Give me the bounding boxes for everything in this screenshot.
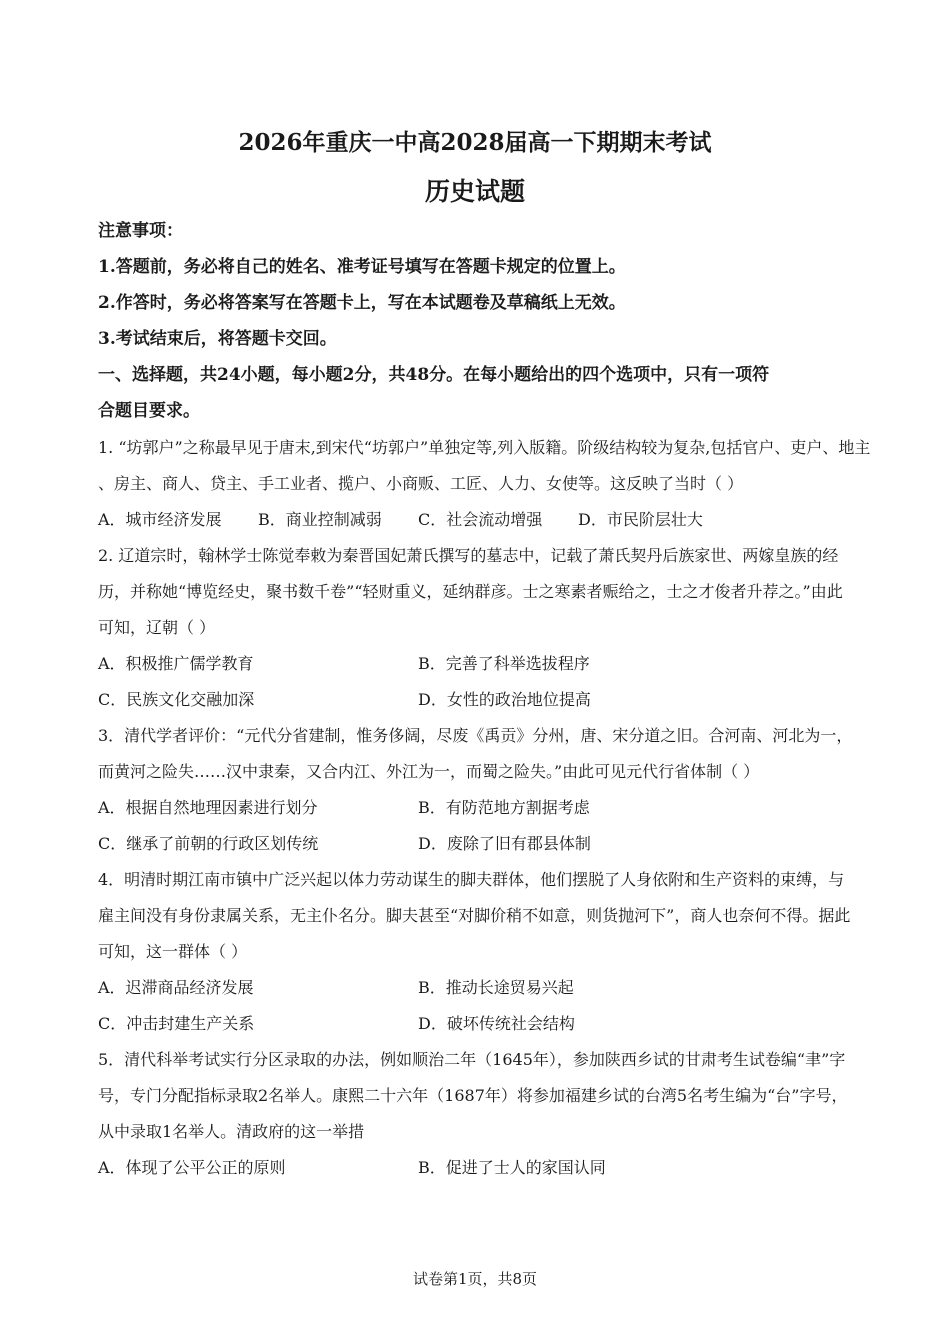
question-5-option-b[interactable]: B．促进了士人的家国认同 bbox=[418, 1158, 606, 1177]
question-2-option-a[interactable]: A．积极推广儒学教育 bbox=[98, 654, 254, 673]
question-5-option-a[interactable]: A．体现了公平公正的原则 bbox=[98, 1158, 286, 1177]
question-5-line-1: 5．清代科举考试实行分区录取的办法，例如顺治二年（1645年），参加陕西乡试的甘肃考生试卷编“聿”字 bbox=[98, 1050, 846, 1069]
question-3-line-2: 而黄河之险失……汉中隶秦，又合内江、外江为一，而蜀之险失。”由此可见元代行省体制（ ） bbox=[98, 762, 760, 781]
question-2-line-3: 可知，辽朝（ ） bbox=[98, 618, 216, 637]
section-instruction: 一、选择题，共24小题，每小题2分，共48分。在每小题给出的四个选项中，只有一项符 bbox=[98, 365, 770, 385]
section-instruction-cont: 合题目要求。 bbox=[98, 401, 200, 421]
question-1-option-c[interactable]: C．社会流动增强 bbox=[418, 510, 543, 529]
question-1-option-a[interactable]: A．城市经济发展 bbox=[98, 510, 222, 529]
question-4-option-a[interactable]: A．迟滞商品经济发展 bbox=[98, 978, 254, 997]
notice-heading: 注意事项： bbox=[98, 221, 183, 241]
exam-subtitle: 历史试题 bbox=[424, 177, 525, 206]
question-5-line-3: 从中录取1名举人。清政府的这一举措 bbox=[98, 1122, 365, 1141]
question-1-option-b[interactable]: B．商业控制减弱 bbox=[258, 510, 382, 529]
question-4-line-1: 4．明清时期江南市镇中广泛兴起以体力劳动谋生的脚夫群体，他们摆脱了人身依附和生产资料的束缚，与 bbox=[98, 870, 845, 889]
question-1-line-1: 1. “坊郭户”之称最早见于唐末,到宋代“坊郭户”单独定等,列入版籍。阶级结构较为复杂,包括官户、吏户、地主 bbox=[98, 438, 871, 457]
question-2-line-1: 2. 辽道宗时，翰林学士陈觉奉敕为秦晋国妃萧氏撰写的墓志中，记载了萧氏契丹后族家世、两嫁皇族的经 bbox=[98, 546, 839, 565]
question-4-option-b[interactable]: B．推动长途贸易兴起 bbox=[418, 978, 574, 997]
question-1-option-d[interactable]: D．市民阶层壮大 bbox=[578, 510, 703, 529]
page-footer: 试卷第1页，共8页 bbox=[412, 1270, 538, 1288]
question-2-option-c[interactable]: C．民族文化交融加深 bbox=[98, 690, 255, 709]
notice-item-2: 2.作答时，务必将答案写在答题卡上，写在本试题卷及草稿纸上无效。 bbox=[98, 293, 626, 313]
question-2-option-b[interactable]: B．完善了科举选拔程序 bbox=[418, 654, 590, 673]
notice-item-3: 3.考试结束后，将答题卡交回。 bbox=[98, 329, 337, 349]
question-5-line-2: 号，专门分配指标录取2名举人。康熙二十六年（1687年）将参加福建乡试的台湾5名考生编为“台”字号， bbox=[98, 1086, 848, 1105]
question-3-option-b[interactable]: B．有防范地方割据考虑 bbox=[418, 798, 590, 817]
question-2-option-d[interactable]: D．女性的政治地位提高 bbox=[418, 690, 591, 709]
question-4-option-d[interactable]: D．破坏传统社会结构 bbox=[418, 1014, 575, 1033]
question-4-line-3: 可知，这一群体（ ） bbox=[98, 942, 248, 961]
question-3-option-c[interactable]: C．继承了前朝的行政区划传统 bbox=[98, 834, 319, 853]
question-3-line-1: 3．清代学者评价：“元代分省建制，惟务侈阔，尽废《禹贡》分州，唐、宋分道之旧。合河南、河北为一， bbox=[98, 726, 853, 745]
question-3-option-a[interactable]: A．根据自然地理因素进行划分 bbox=[98, 798, 318, 817]
question-4-line-2: 雇主间没有身份隶属关系，无主仆名分。脚夫甚至“对脚价稍不如意，则货抛河下”，商人也奈何不得。据此 bbox=[98, 906, 851, 925]
question-4-option-c[interactable]: C．冲击封建生产关系 bbox=[98, 1014, 255, 1033]
notice-item-1: 1.答题前，务必将自己的姓名、准考证号填写在答题卡规定的位置上。 bbox=[98, 257, 626, 277]
question-3-option-d[interactable]: D．废除了旧有郡县体制 bbox=[418, 834, 591, 853]
question-1-line-2: 、房主、商人、贷主、手工业者、揽户、小商贩、工匠、人力、女使等。这反映了当时（ ） bbox=[98, 474, 744, 493]
exam-title: 2026年重庆一中高2028届高一下期期末考试 bbox=[238, 129, 712, 156]
question-2-line-2: 历，并称她“博览经史，聚书数千卷”“轻财重义，延纳群彦。士之寒素者赈给之，士之才俊者升荐之。”由此 bbox=[98, 582, 843, 601]
